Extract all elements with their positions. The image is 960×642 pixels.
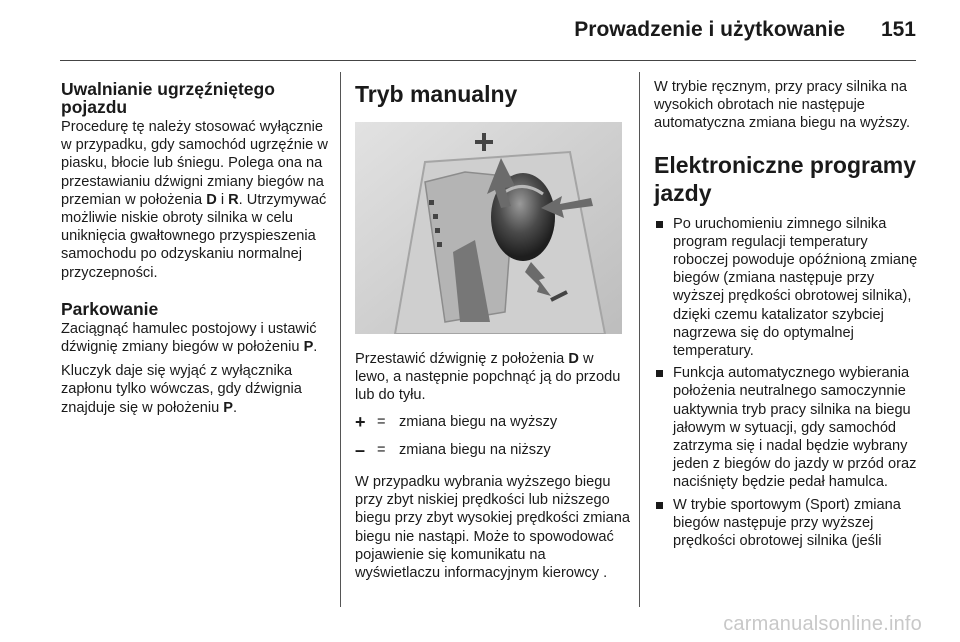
bullet-square-icon xyxy=(656,370,663,377)
list-item: Po uruchomieniu zimnego silnika program regulacji temperatury roboczej powoduje opóźnioną zmianę biegów (zmiana następuje przy wyższej prędkości obrotowej silnika), dzięki czemu katalizator szybciej nagrzewa się do optymalnej temperatury. xyxy=(654,215,924,361)
page-header xyxy=(0,0,960,62)
paragraph-high-rpm: W trybie ręcznym, przy pracy silnika na wysokich obrotach nie następuje automatyczna zmiana biegu na wyższy. xyxy=(654,79,911,132)
page-number: 151 xyxy=(880,18,916,41)
paragraph-manual-mode: Przestawić dźwignię z położenia D w lewo, a następnie popchnąć ją do przodu lub do tyłu. xyxy=(355,351,621,404)
column-middle xyxy=(355,80,630,582)
column-divider-1 xyxy=(340,72,341,607)
list-item: Funkcja automatycznego wybierania położenia neutralnego samoczynnie uaktywnia tryb pracy silnika na biegu jałowym w sytuacji, gdy samochód zatrzyma się i nadal będzie wybrany jeden z biegów do jazdy w przód oraz naciśnięty będzie pedał hamulca. xyxy=(654,364,924,491)
column-divider-2 xyxy=(639,72,640,607)
heading-manual-mode: Tryb manualny xyxy=(355,81,518,107)
heading-electronic-programs: Elektroniczne programy jazdy xyxy=(654,151,917,206)
programs-list xyxy=(654,215,924,551)
watermark: carmanualsonline.info xyxy=(723,613,922,635)
minus-icon: – xyxy=(355,439,366,460)
gear-lever-illustration xyxy=(355,122,622,334)
column-right xyxy=(654,78,924,550)
legend-upshift: + = zmiana biegu na wyższy xyxy=(355,411,558,432)
column-left xyxy=(61,80,331,417)
list-item: W trybie sportowym (Sport) zmiana biegów następuje przy wyższej prędkości obrotowej silnika (jeśli xyxy=(654,496,924,551)
header-title: Prowadzenie i użytkowanie xyxy=(574,18,845,41)
legend-downshift: – = zmiana biegu na niższy xyxy=(355,439,551,460)
paragraph-key-removal: Kluczyk daje się wyjąć z wyłącznika zapłonu tylko wówczas, gdy dźwignia znajduje się w położeniu P. xyxy=(61,363,302,416)
bullet-square-icon xyxy=(656,221,663,228)
paragraph-shift-blocked: W przypadku wybrania wyższego biegu przy zbyt niskiej prędkości lub niższego biegu przy zbyt wysokiej prędkości zmiana biegu nie nastąpi. Może to spowodować pojawienie się komunikatu na wyświetlaczu informacyjnym kierowcy . xyxy=(355,474,630,582)
heading-parking: Parkowanie xyxy=(61,298,159,319)
header-rule xyxy=(60,60,916,61)
heading-stuck-vehicle: Uwalnianie ugrzęźniętego pojazdu xyxy=(61,79,275,117)
plus-icon: + xyxy=(355,411,366,432)
paragraph-parking: Zaciągnąć hamulec postojowy i ustawić dźwignię zmiany biegów w położeniu P. xyxy=(61,320,318,356)
paragraph-stuck-vehicle: Procedurę tę należy stosować wyłącznie w przypadku, gdy samochód ugrzęźnie w piasku, błocie lub śniegu. Polega ona na przestawianiu dźwigni zmiany biegów na przemian w położenia D i R. Utrzymywać możliwie niskie obroty silnika w celu uniknięcia gwałtownego przyspieszenia samochodu po odzyskaniu normalnej przyczepności. xyxy=(61,119,328,281)
bullet-square-icon xyxy=(656,502,663,509)
